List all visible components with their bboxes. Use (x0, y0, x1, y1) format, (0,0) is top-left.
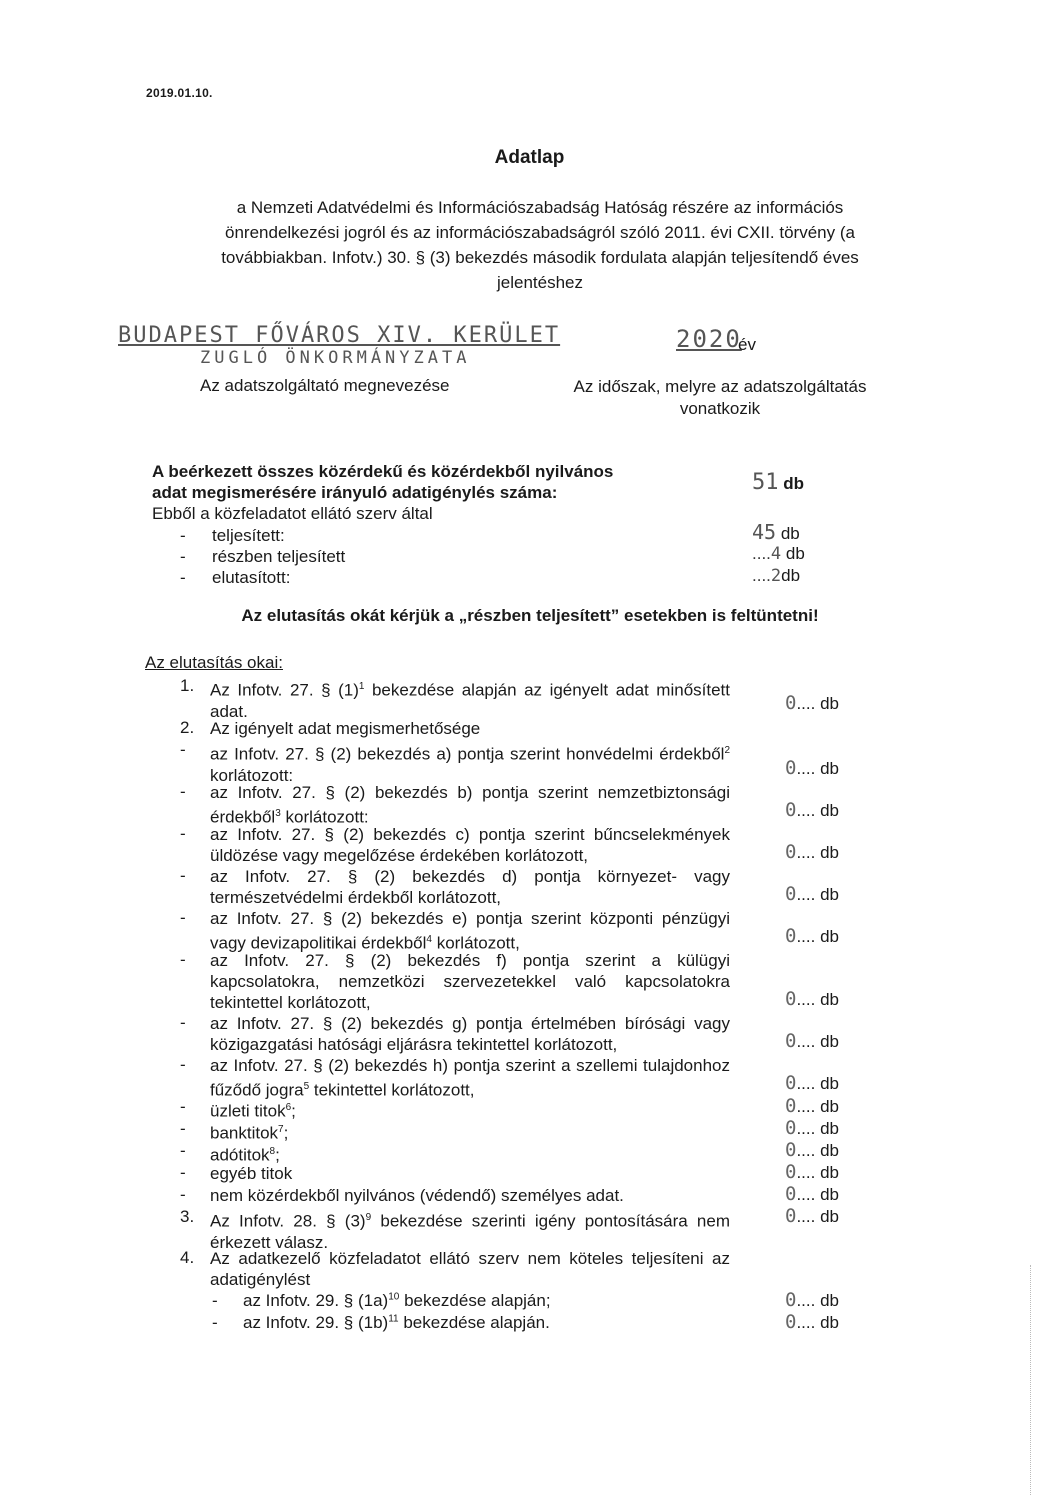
reason-dash: - (180, 1185, 186, 1204)
reason-dash: - (180, 740, 186, 759)
reason-dash: - (180, 1141, 186, 1160)
document-title: Adatlap (494, 147, 565, 168)
reason-count: 0.... db (785, 1117, 840, 1139)
reason-text: Az adatkezelő közfeladatot ellátó szerv nem köteles teljesíteni az adatigénylést (210, 1249, 730, 1289)
provider-handwritten-line1: BUDAPEST FŐVÁROS XIV. KERÜLET (118, 323, 561, 348)
reason-text: Az Infotv. 28. § $(3)^9$ bekezdése szerinti igény pontosítására nem érkezett válasz. (210, 1211, 731, 1252)
document-date: 2019.01.10. (146, 86, 213, 100)
summary-item-unit: db (785, 544, 805, 563)
reason-text: Az igényelt adat megismerhetősége (210, 719, 481, 738)
reason-number: 3. (180, 1207, 195, 1226)
summary-item-rejected-label: elutasított: (212, 568, 291, 587)
summary-total-line2: adat megismerésére irányuló adatigénylés száma: (152, 483, 558, 502)
reason-text: az Infotv. 29. § $(1a)^{10}$ bekezdése alapján; (243, 1291, 551, 1310)
reason-number: 2. (180, 718, 195, 737)
reason-dash: - (180, 1163, 186, 1182)
reason-dash: - (180, 782, 186, 801)
summary-item-dash: - (180, 547, 186, 566)
reason-text: banktitok$^7$; (210, 1123, 289, 1143)
reason-count: 0.... db (785, 1289, 840, 1311)
summary-item-fulfilled-value: 45 (752, 520, 777, 544)
reason-text: az Infotv. 27. § (2) bekezdés a) pontja szerint honvédelmi érdekből$^2$ korlátozott: (210, 744, 730, 785)
reason-count: 0.... db (785, 1161, 840, 1183)
reason-number: 1. (180, 676, 195, 695)
reason-count: 0.... db (785, 692, 840, 714)
reason-text: az Infotv. 27. § (2) bekezdés c) pontja szerint bűncselekmények üldözése vagy megelőzése érdekében korlátozott, (210, 825, 730, 865)
reason-count: 0.... db (785, 1072, 840, 1094)
reason-dash: - (180, 908, 186, 927)
period-unit: év (738, 335, 756, 354)
reason-count: 0.... db (785, 1205, 840, 1227)
reason-count: 0.... db (785, 925, 840, 947)
summary-item-dash: - (180, 526, 186, 545)
summary-total-line1: A beérkezett összes közérdekű és közérdekből nyilvános (152, 462, 614, 481)
reason-text: az Infotv. 27. § (2) bekezdés h) pontja szerint a szellemi tulajdonhoz fűződő jogra$^5$ tekintettel korlátozott, (210, 1056, 730, 1100)
reasons-title: Az elutasítás okai: (145, 653, 283, 672)
reason-text: az Infotv. 29. § $(1b)^{11}$ bekezdése alapján. (243, 1313, 550, 1332)
reason-dash: - (180, 950, 186, 969)
reason-text: az Infotv. 27. § (2) bekezdés g) pontja értelmében bírósági vagy közigazgatási hatósági eljárásra tekintettel korlátozott, (210, 1014, 730, 1054)
summary-item-fulfilled-count (752, 520, 800, 544)
reason-count: 0.... db (785, 988, 840, 1010)
summary-item-rejected-value: 2 (770, 566, 782, 586)
reason-count: 0.... db (785, 757, 840, 779)
reason-count: 0.... db (785, 1311, 840, 1333)
reason-text: az Infotv. 27. § (2) bekezdés b) pontja szerint nemzetbiztonsági érdekből$^3$ korlátozott: (210, 783, 730, 827)
reason-text: az Infotv. 27. § (2) bekezdés d) pontja környezet- vagy természetvédelmi érdekből korlátozott, (210, 867, 730, 907)
provider-caption: Az adatszolgáltató megnevezése (200, 376, 450, 395)
summary-item-rejected-count (752, 566, 800, 586)
reason-dash: - (180, 1097, 186, 1116)
summary-of-which: Ebből a közfeladatot ellátó szerv által (152, 504, 433, 523)
reason-count: 0.... db (785, 841, 840, 863)
summary-item-dots: .... (752, 544, 771, 563)
summary-item-partial-label: részben teljesített (212, 547, 346, 566)
summary-item-dash: - (180, 568, 186, 587)
scan-margin-line (1030, 1265, 1032, 1495)
rejection-notice: Az elutasítás okát kérjük a „részben teljesített” esetekben is feltüntetni! (241, 606, 819, 625)
reason-dash: - (212, 1313, 218, 1332)
reason-text: Az Infotv. 27. § $(1)^1$ bekezdése alapján az igényelt adat minősített adat. (210, 680, 730, 721)
reason-text: egyéb titok (210, 1164, 293, 1183)
reason-count: 0.... db (785, 1095, 840, 1117)
summary-total-count (752, 470, 804, 495)
summary-item-dots: .... (752, 566, 771, 585)
reason-text: az Infotv. 27. § (2) bekezdés f) pontja szerint a külügyi kapcsolatokra, nemzetközi szervezetekkel való kapcsolatokra tekintettel korlátozott, (210, 951, 730, 1012)
reason-dash: - (180, 1055, 186, 1074)
period-handwritten-year: 2020 (676, 325, 742, 353)
summary-item-unit: db (781, 566, 801, 585)
reason-count: 0.... db (785, 1183, 840, 1205)
summary-item-partial-count (752, 544, 805, 564)
provider-handwritten-line2: ZUGLÓ ÖNKORMÁNYZATA (200, 348, 471, 368)
reason-text: nem közérdekből nyilvános (védendő) személyes adat. (210, 1186, 624, 1205)
period-caption: Az időszak, melyre az adatszolgáltatás vonatkozik (573, 377, 867, 418)
reason-text: az Infotv. 27. § (2) bekezdés e) pontja szerint központi pénzügyi vagy devizapolitikai érdekből$^4$ korlátozott, (210, 909, 730, 953)
reason-dash: - (180, 824, 186, 843)
reason-dash: - (180, 1119, 186, 1138)
reason-count: 0.... db (785, 1139, 840, 1161)
reason-dash: - (180, 1013, 186, 1032)
reason-count: 0.... db (785, 799, 840, 821)
reason-count: 0.... db (785, 1030, 840, 1052)
summary-item-unit: db (780, 524, 800, 543)
summary-total-value: 51 (752, 470, 779, 495)
summary-item-partial-value: 4 (770, 544, 782, 564)
reason-dash: - (180, 866, 186, 885)
reason-text: üzleti titok$^6$; (210, 1101, 296, 1121)
summary-item-fulfilled-label: teljesített: (212, 526, 285, 545)
document-subtitle: a Nemzeti Adatvédelmi és Információszabadság Hatóság részére az információs önrendelkezési jogról és az információszabadságról szóló 2011. évi CXII. törvény (a továbbiakban. Infotv.) 30. § (3) bekezdés második fordulata alapján teljesítendő éves jelentéshez (221, 198, 859, 292)
reason-text: adótitok$^8$; (210, 1145, 280, 1165)
reason-number: 4. (180, 1248, 195, 1267)
reason-dash: - (212, 1291, 218, 1310)
reason-count: 0.... db (785, 883, 840, 905)
summary-total-unit: db (783, 474, 805, 493)
